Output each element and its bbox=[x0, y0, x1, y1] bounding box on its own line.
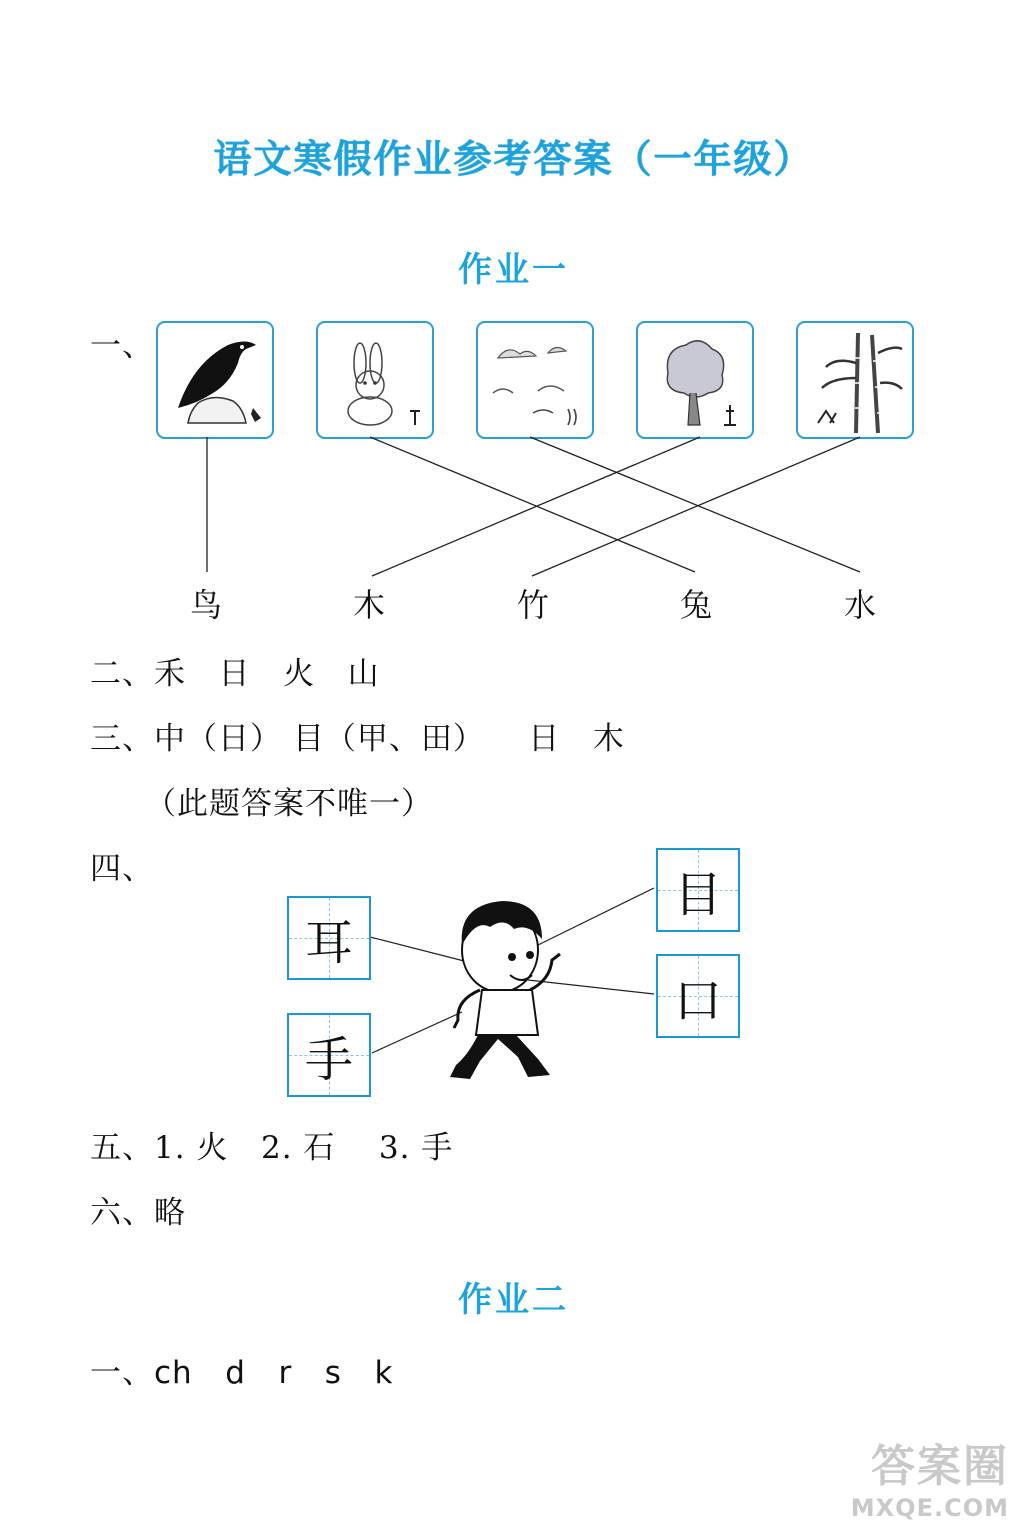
water-icon bbox=[478, 323, 592, 437]
char-box-ear bbox=[287, 896, 371, 980]
page-title: 语文寒假作业参考答案（一年级） bbox=[213, 137, 814, 181]
char-eye: 目 bbox=[673, 866, 722, 923]
char-hand: 手 bbox=[304, 1031, 353, 1088]
tree-picture bbox=[636, 321, 754, 439]
q1-label-water: 水 bbox=[843, 586, 876, 624]
char-box-mouth bbox=[656, 954, 740, 1038]
match-line-rabbit bbox=[370, 437, 695, 572]
match-line-water bbox=[530, 437, 860, 572]
char-ear: 耳 bbox=[304, 914, 353, 971]
crow-icon bbox=[158, 323, 272, 437]
q2-answer: 二、禾 日 火 山 bbox=[90, 656, 380, 692]
q1-number: 一、 bbox=[90, 328, 154, 364]
rabbit-picture bbox=[316, 321, 434, 439]
q4-number: 四、 bbox=[90, 851, 154, 887]
section-heading-2: 作业二 bbox=[458, 1280, 569, 1320]
watermark bbox=[851, 1430, 1009, 1522]
watermark-logo: 答案圈 bbox=[871, 1441, 1009, 1492]
q1-label-bamboo: 竹 bbox=[516, 586, 549, 624]
char-box-hand bbox=[287, 1013, 371, 1097]
bamboo-picture bbox=[796, 321, 914, 439]
char-mouth: 口 bbox=[673, 972, 722, 1029]
running-boy-icon bbox=[440, 895, 590, 1090]
section-heading-1: 作业一 bbox=[458, 250, 569, 290]
match-line-tree bbox=[372, 437, 700, 576]
q1-label-wood: 木 bbox=[352, 586, 385, 624]
q3-answer: 三、中（日） 目（甲、田） 日 木 bbox=[90, 721, 625, 757]
water-picture bbox=[476, 321, 594, 439]
tree-icon bbox=[638, 323, 752, 437]
q1-label-bird: 鸟 bbox=[189, 586, 222, 624]
q6-answer: 六、略 bbox=[90, 1195, 186, 1231]
bamboo-icon bbox=[798, 323, 912, 437]
hw2-q1-answer: 一、ch d r s k bbox=[90, 1355, 394, 1391]
rabbit-icon bbox=[318, 323, 432, 437]
q3-note: （此题答案不唯一） bbox=[145, 786, 433, 822]
q5-answer: 五、1. 火 2. 石 3. 手 bbox=[90, 1130, 454, 1166]
q1-label-rabbit: 兔 bbox=[679, 586, 712, 624]
watermark-url: MXQE.COM bbox=[850, 1494, 1009, 1522]
crow-picture bbox=[156, 321, 274, 439]
match-line-bamboo bbox=[532, 437, 860, 576]
char-box-eye bbox=[656, 848, 740, 932]
